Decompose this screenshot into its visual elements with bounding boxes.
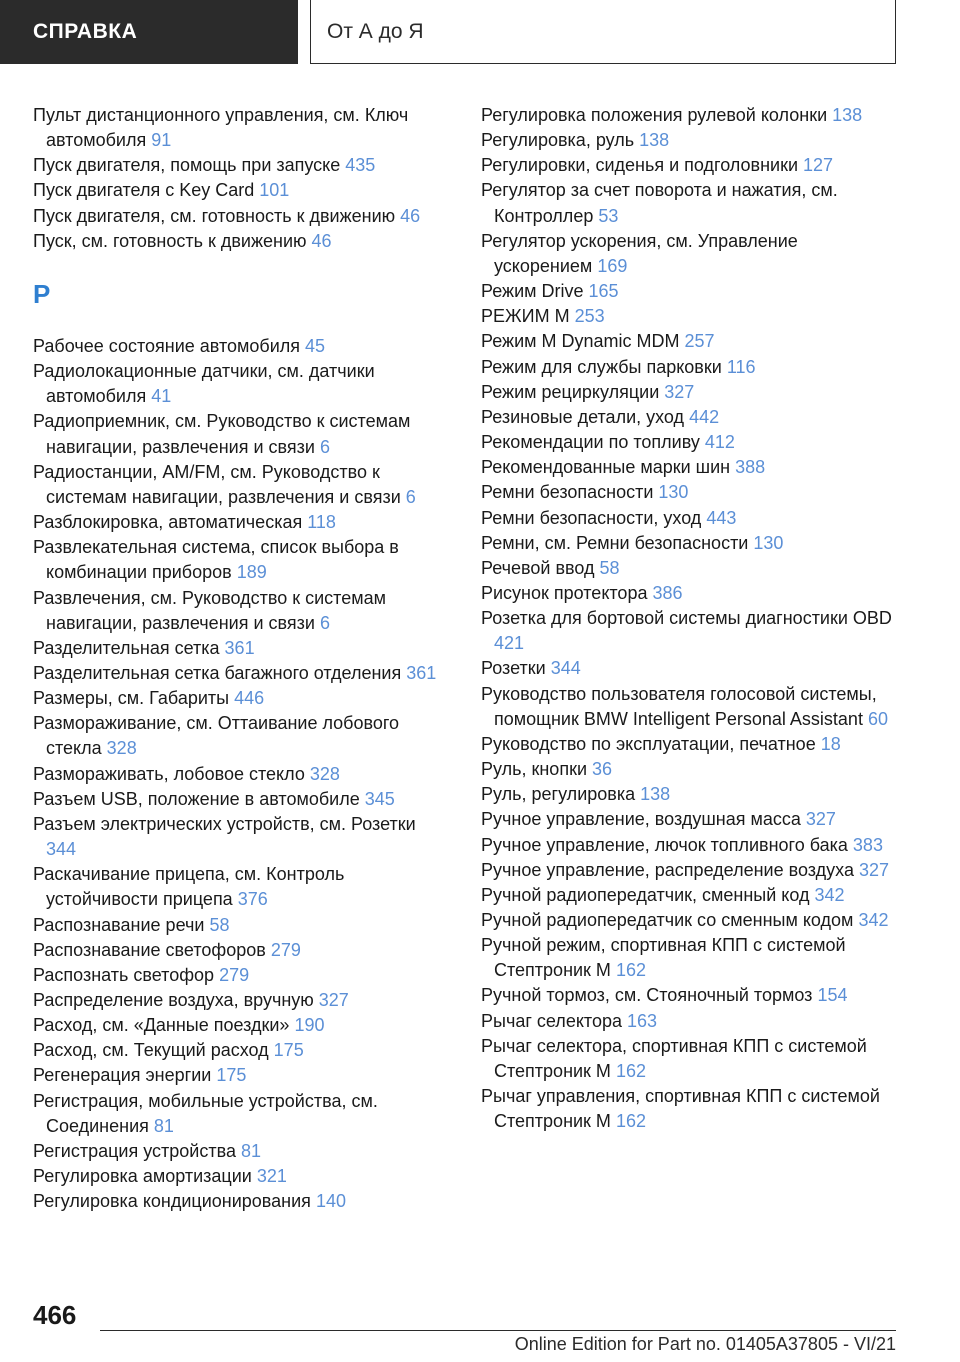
subsection-tab (310, 0, 896, 64)
index-entry (481, 908, 901, 933)
index-entry (33, 636, 443, 661)
index-entry-text: Разъем электрических устройств, см. Розетки (33, 813, 416, 834)
index-entry-text: Рычаг селектора (481, 1010, 622, 1031)
index-entry (33, 762, 443, 787)
index-entry (33, 510, 443, 535)
page-reference-link[interactable]: 342 (814, 884, 845, 905)
page-reference-link[interactable]: 45 (305, 335, 326, 356)
index-entry-text: Пуск двигателя, см. готовность к движению (33, 205, 396, 226)
index-entry-text: Рисунок протектора (481, 582, 648, 603)
index-entry-text: Руководство по эксплуатации, печатное (481, 733, 816, 754)
index-entry (481, 682, 901, 732)
index-entry (481, 933, 901, 983)
page-reference-link[interactable]: 6 (319, 612, 330, 633)
page-reference-link[interactable]: 116 (726, 356, 756, 377)
page-reference-link[interactable]: 138 (832, 105, 863, 125)
page-reference-link[interactable]: 154 (817, 985, 848, 1006)
index-entry-text: Раскачивание прицепа, см. Контроль устойчивости прицепа (33, 864, 345, 910)
page-reference-link[interactable]: 327 (318, 990, 349, 1010)
page-reference-link[interactable]: 118 (307, 512, 336, 533)
page-reference-link[interactable]: 321 (256, 1166, 287, 1187)
index-entry (481, 883, 901, 908)
index-entry-text: Распознать светофор (33, 964, 215, 985)
index-entry-text: Ремни, см. Ремни безопасности (481, 532, 749, 553)
page-reference-link[interactable]: 81 (240, 1140, 262, 1161)
index-entry-text: Руководство пользователя голосовой системы, помощник BMW Intelligent Personal Assistant (481, 683, 877, 729)
index-entry (33, 586, 443, 636)
index-entry (33, 661, 443, 686)
index-entry (481, 757, 901, 782)
index-entry (33, 229, 443, 254)
index-entry-text: Ручной режим, спортивная КПП с системой Стептроник M (481, 935, 846, 981)
page-reference-link[interactable]: 58 (599, 557, 620, 578)
index-entry (33, 103, 443, 153)
index-entry (481, 983, 901, 1008)
index-entry (33, 812, 443, 862)
page-number: 466 (33, 1300, 77, 1330)
index-entry (33, 1063, 443, 1088)
index-entry-text: Розетки (481, 658, 546, 679)
page-reference-link[interactable]: 345 (364, 788, 395, 809)
index-entry (33, 963, 443, 988)
page-reference-link[interactable]: 279 (219, 964, 250, 985)
page-reference-link[interactable]: 18 (820, 733, 841, 754)
index-entry-text: Развлечения, см. Руководство к системам навигации, развлечения и связи (33, 587, 386, 633)
page-reference-link[interactable]: 162 (615, 1111, 646, 1132)
index-entry-text: Режим рециркуляции (481, 381, 660, 402)
index-entry-text: Ручной радиопередатчик со сменным кодом (481, 910, 854, 930)
page-reference-link[interactable]: 91 (151, 130, 172, 151)
subsection-title: От А до Я (327, 19, 424, 43)
index-entry (33, 913, 443, 938)
index-entry-text: Пуск, см. готовность к движению (33, 230, 307, 251)
index-entry (33, 787, 443, 812)
page-reference-link[interactable]: 6 (319, 436, 330, 457)
page-reference-link[interactable]: 130 (753, 532, 784, 553)
page-reference-link[interactable]: 253 (574, 306, 605, 327)
index-entry-text: Регистрация, мобильные устройства, см. Соединения (33, 1090, 378, 1136)
index-entry-text: Регулировки, сиденья и подголовники (481, 155, 799, 176)
index-entry (481, 178, 901, 228)
index-entry-text: Размораживание, см. Оттаивание лобового стекла (33, 713, 400, 759)
page-reference-link[interactable]: 81 (153, 1115, 174, 1136)
index-entry (33, 686, 443, 711)
page-reference-link[interactable]: 6 (405, 486, 416, 507)
index-entry (481, 807, 901, 832)
page-reference-link[interactable]: 58 (209, 914, 230, 935)
page-header (0, 0, 960, 66)
footer-edition: Online Edition for Part no. 01405A37805 - VI/21 (514, 1334, 896, 1354)
page-reference-link[interactable]: 442 (689, 406, 720, 427)
page-reference-link[interactable]: 60 (867, 708, 888, 729)
index-entry (33, 1013, 443, 1038)
page-reference-link[interactable]: 138 (639, 130, 670, 151)
index-entry-text: Разделительная сетка багажного отделения (33, 662, 402, 683)
index-entry (481, 304, 901, 329)
page-reference-link[interactable]: 327 (805, 809, 836, 830)
index-entry-text: Регенерация энергии (33, 1065, 212, 1086)
index-entry-text: Пульт дистанционного управления, см. Ключ автомобиля (33, 105, 409, 151)
index-entry-text: Радиоприемник, см. Руководство к системам навигации, развлечения и связи (33, 411, 411, 457)
index-entry-text: Регулировка амортизации (33, 1166, 252, 1187)
index-entry (481, 581, 901, 606)
index-entry-text: Пуск двигателя, помощь при запуске (33, 155, 341, 176)
index-entry (481, 732, 901, 757)
page-reference-link[interactable]: 138 (640, 784, 671, 805)
index-entry-text: Регулятор за счет поворота и нажатия, см. Контроллер (481, 180, 838, 226)
page-reference-link[interactable]: 53 (598, 205, 619, 226)
index-entry-text: Ручное управление, воздушная масса (481, 809, 801, 830)
page-reference-link[interactable]: 383 (852, 834, 883, 855)
index-entry-text: РЕЖИМ M (481, 306, 570, 327)
page-reference-link[interactable]: 342 (858, 910, 889, 930)
index-entry-text: Ремни безопасности, уход (481, 507, 702, 528)
page-reference-link[interactable]: 140 (315, 1191, 346, 1212)
index-entry-text: Ручной радиопередатчик, сменный код (481, 884, 810, 905)
index-entry (33, 535, 443, 585)
index-entry-text: Расход, см. Текущий расход (33, 1040, 269, 1061)
page-reference-link[interactable]: 257 (684, 331, 715, 352)
page-reference-link[interactable]: 361 (224, 637, 255, 658)
index-entry (33, 988, 443, 1013)
index-entry (481, 606, 901, 656)
page-reference-link[interactable]: 130 (658, 482, 689, 503)
index-entry (481, 556, 901, 581)
page-reference-link[interactable]: 344 (46, 839, 77, 860)
index-entry (481, 405, 901, 430)
page-reference-link[interactable]: 435 (345, 155, 376, 176)
page-reference-link[interactable]: 169 (597, 255, 628, 276)
index-entry-text: Ремни безопасности (481, 482, 654, 503)
index-entry-text: Ручной тормоз, см. Стояночный тормоз (481, 985, 813, 1006)
page-reference-link[interactable]: 175 (216, 1065, 247, 1086)
index-entry (481, 656, 901, 681)
index-entry-text: Режим для службы парковки (481, 356, 722, 377)
index-entry-text: Режим Drive (481, 281, 584, 302)
index-entry-text: Резиновые детали, уход (481, 406, 685, 427)
page-reference-link[interactable]: 163 (627, 1010, 658, 1031)
index-column-left (33, 103, 443, 1214)
index-entry (33, 1038, 443, 1063)
index-entry-text: Регулятор ускорения, см. Управление ускорением (481, 230, 798, 276)
index-entry (481, 506, 901, 531)
page-reference-link[interactable]: 443 (706, 507, 737, 528)
index-entry-text: Руль, кнопки (481, 759, 587, 780)
index-entry-text: Речевой ввод (481, 557, 595, 578)
index-entry (33, 1164, 443, 1189)
page-reference-link[interactable]: 190 (294, 1015, 325, 1036)
page-reference-link[interactable]: 46 (311, 230, 332, 251)
index-entry (481, 153, 901, 178)
index-entry-text: Разъем USB, положение в автомобиле (33, 788, 360, 809)
index-entry (33, 153, 443, 178)
page-reference-link[interactable]: 376 (237, 889, 268, 910)
index-entry-text: Развлекательная система, список выбора в комбинации приборов (33, 537, 399, 583)
footer-divider (100, 1330, 896, 1331)
index-entry-text: Размеры, см. Габариты (33, 688, 230, 709)
index-entry-text: Разблокировка, автоматическая (33, 512, 303, 533)
index-entry-text: Распознавание речи (33, 914, 205, 935)
page-reference-link[interactable]: 327 (858, 859, 890, 880)
index-entry-text: Регулировка положения рулевой колонки (481, 105, 828, 125)
index-entry (33, 711, 443, 761)
page-reference-link[interactable]: 165 (588, 281, 619, 302)
index-entry-text: Распознавание светофоров (33, 939, 266, 960)
page-reference-link[interactable]: 162 (615, 1060, 646, 1081)
page-reference-link[interactable]: 189 (236, 562, 267, 583)
index-entry-text: Регулировка кондиционирования (33, 1191, 311, 1212)
index-entry-text: Распределение воздуха, вручную (33, 990, 314, 1010)
page-reference-link[interactable]: 421 (494, 633, 525, 654)
index-entry (481, 531, 901, 556)
index-column-right (481, 103, 901, 1134)
index-entry-text: Рабочее состояние автомобиля (33, 335, 300, 356)
index-entry-text: Регистрация устройства (33, 1140, 236, 1161)
page-reference-link[interactable]: 127 (803, 155, 834, 176)
index-entry-text: Радиолокационные датчики, см. датчики автомобиля (33, 361, 375, 407)
index-entry (33, 460, 443, 510)
index-entry (33, 178, 443, 203)
page-reference-link[interactable]: 36 (592, 759, 613, 780)
page-reference-link[interactable]: 101 (259, 180, 290, 201)
index-entry (33, 1189, 443, 1214)
index-entry (481, 782, 901, 807)
index-entry (481, 128, 901, 153)
index-entry-text: Регулировка, руль (481, 130, 635, 151)
index-entry (481, 480, 901, 505)
index-entry-text: Ручное управление, лючок топливного бака (481, 834, 848, 855)
index-entry (481, 1034, 901, 1084)
index-entry (481, 833, 901, 858)
page-reference-link[interactable]: 175 (273, 1040, 304, 1061)
index-entry-text: Размораживать, лобовое стекло (33, 763, 305, 784)
index-entry (33, 1139, 443, 1164)
page-reference-link[interactable]: 388 (735, 457, 766, 478)
index-entry-text: Разделительная сетка (33, 637, 220, 658)
index-letter-heading: Р (33, 278, 51, 309)
index-entry-text: Руль, регулировка (481, 784, 636, 805)
page-reference-link[interactable]: 162 (615, 960, 646, 981)
index-entry (33, 409, 443, 459)
section-tab (0, 0, 298, 64)
section-title: СПРАВКА (33, 20, 138, 43)
page-reference-link[interactable]: 446 (234, 688, 265, 709)
index-entry-text: Рычаг управления, спортивная КПП с системой Стептроник M (481, 1086, 880, 1132)
index-entry-text: Расход, см. «Данные поездки» (33, 1015, 290, 1036)
index-entry-text: Рекомендации по топливу (481, 432, 700, 453)
index-entry (481, 1009, 901, 1034)
page-reference-link[interactable]: 327 (664, 381, 695, 402)
page-reference-link[interactable]: 361 (406, 662, 437, 683)
index-entry (33, 204, 443, 229)
index-entry (481, 279, 901, 304)
index-entry (481, 858, 901, 883)
index-entry-text: Рекомендованные марки шин (481, 457, 731, 478)
page-reference-link[interactable]: 386 (652, 582, 683, 603)
index-entry (481, 329, 901, 354)
page-reference-link[interactable]: 328 (106, 738, 137, 759)
index-entry (481, 430, 901, 455)
page-reference-link[interactable]: 41 (151, 386, 172, 407)
index-entry (33, 334, 443, 359)
page-reference-link[interactable]: 328 (309, 763, 340, 784)
index-entry (33, 1089, 443, 1139)
index-entry-text: Розетка для бортовой системы диагностики OBD (481, 608, 892, 629)
index-entry-text: Радиостанции, AM/FM, см. Руководство к системам навигации, развлечения и связи (33, 461, 401, 507)
index-entry (481, 455, 901, 480)
page-reference-link[interactable]: 412 (704, 432, 735, 453)
index-entry-text: Пуск двигателя с Key Card (33, 180, 255, 201)
index-entry (33, 938, 443, 963)
index-entry-text: Ручное управление, распределение воздуха (481, 859, 854, 880)
index-entry (481, 1084, 901, 1134)
page-reference-link[interactable]: 279 (270, 939, 301, 960)
index-entry (481, 103, 901, 128)
index-entry (33, 862, 443, 912)
page-reference-link[interactable]: 46 (400, 205, 421, 226)
index-entry-text: Режим M Dynamic MDM (481, 331, 680, 352)
index-entry (481, 229, 901, 279)
page-reference-link[interactable]: 344 (550, 658, 581, 679)
index-entry (481, 380, 901, 405)
index-entry (33, 359, 443, 409)
index-entry-text: Рычаг селектора, спортивная КПП с системой Стептроник M (481, 1035, 867, 1081)
index-entry (481, 355, 901, 380)
